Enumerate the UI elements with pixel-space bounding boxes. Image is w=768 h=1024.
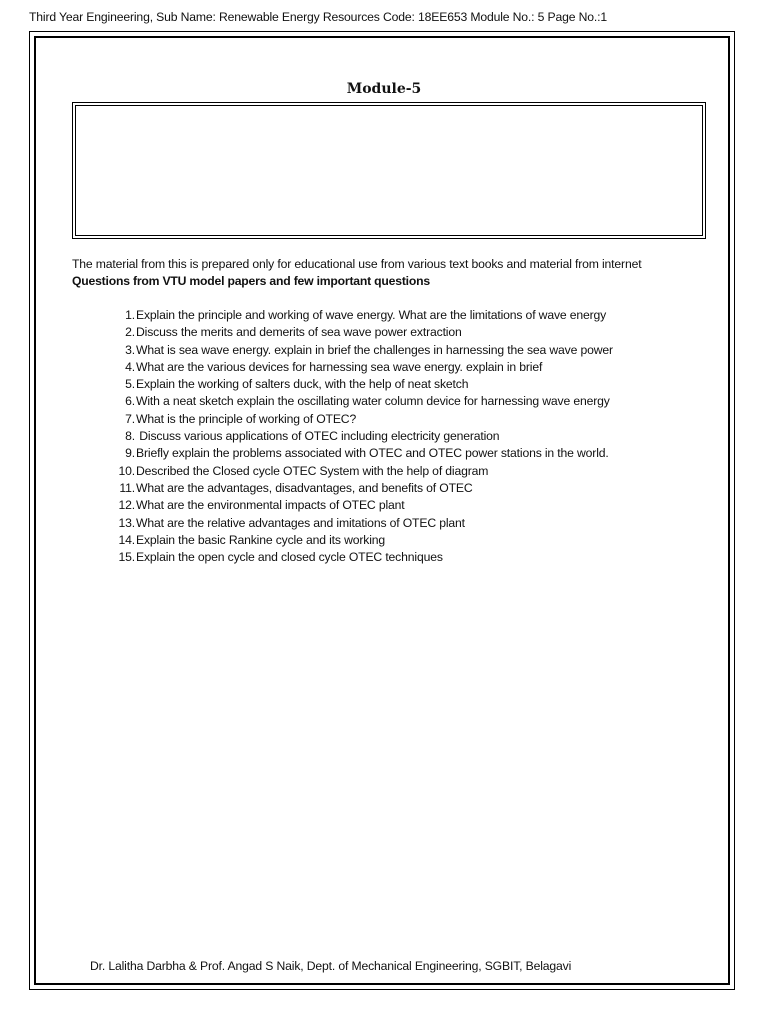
question-number: 14. [118, 532, 135, 547]
question-number: 11. [119, 480, 135, 495]
question-text: Discuss the merits and demerits of sea wave power extraction [136, 325, 462, 340]
question-text: What are the environmental impacts of OTEC plant [136, 498, 405, 513]
question-number: 8. [125, 429, 135, 444]
question-number: 6. [125, 394, 135, 409]
question-text: Explain the open cycle and closed cycle OTEC techniques [136, 550, 443, 565]
question-item [108, 497, 613, 514]
question-text: Explain the working of salters duck, with the help of neat sketch [136, 377, 469, 392]
question-number: 9. [125, 446, 135, 461]
question-item [108, 445, 613, 462]
module-title: Module-5 [346, 81, 422, 97]
question-number: 2. [125, 325, 135, 340]
question-number: 12. [118, 498, 135, 513]
question-number: 5. [125, 377, 135, 392]
questions-heading: Questions from VTU model papers and few important questions [72, 274, 430, 288]
question-item [108, 307, 613, 324]
question-number: 4. [125, 359, 135, 374]
question-item [108, 359, 613, 376]
question-text: What are the relative advantages and imitations of OTEC plant [136, 515, 465, 530]
question-item [108, 532, 613, 549]
question-text: What are the various devices for harnessing sea wave energy. explain in brief [136, 359, 543, 374]
question-list [108, 307, 613, 566]
question-text: Explain the principle and working of wave energy. What are the limitations of wave energy [136, 308, 607, 322]
question-item [108, 411, 613, 428]
title-box-inner [75, 105, 703, 236]
question-item [108, 428, 613, 445]
question-number: 15. [118, 550, 135, 565]
question-text: What are the advantages, disadvantages, and benefits of OTEC [136, 480, 473, 495]
question-text: With a neat sketch explain the oscillating water column device for harnessing wave energy [136, 394, 610, 409]
question-item [108, 393, 613, 410]
question-text: What is sea wave energy. explain in brief the challenges in harnessing the sea wave power [136, 342, 613, 357]
question-number: 10. [118, 463, 135, 478]
question-text: Explain the basic Rankine cycle and its working [136, 532, 386, 547]
question-item [108, 463, 613, 480]
question-number: 13. [118, 515, 135, 530]
page-header: Third Year Engineering, Sub Name: Renewable Energy Resources Code: 18EE653 Module No.: 5 Page No.:1 [29, 10, 607, 24]
question-text: Described the Closed cycle OTEC System with the help of diagram [136, 463, 489, 478]
question-text: Briefly explain the problems associated with OTEC and OTEC power stations in the world. [136, 446, 609, 461]
question-number: 1. [125, 308, 135, 322]
question-item [108, 376, 613, 393]
question-item [108, 324, 613, 341]
question-number: 3. [125, 342, 135, 357]
question-text: Discuss various applications of OTEC including electricity generation [136, 429, 500, 444]
question-text: What is the principle of working of OTEC? [136, 411, 357, 426]
question-item [108, 342, 613, 359]
question-item [108, 549, 613, 566]
intro-text: The material from this is prepared only for educational use from various text books and material from internet [72, 257, 642, 271]
question-number: 7. [125, 411, 135, 426]
page-footer: Dr. Lalitha Darbha & Prof. Angad S Naik, Dept. of Mechanical Engineering, SGBIT, Belagavi [90, 959, 572, 973]
question-item [108, 515, 613, 532]
question-item [108, 480, 613, 497]
